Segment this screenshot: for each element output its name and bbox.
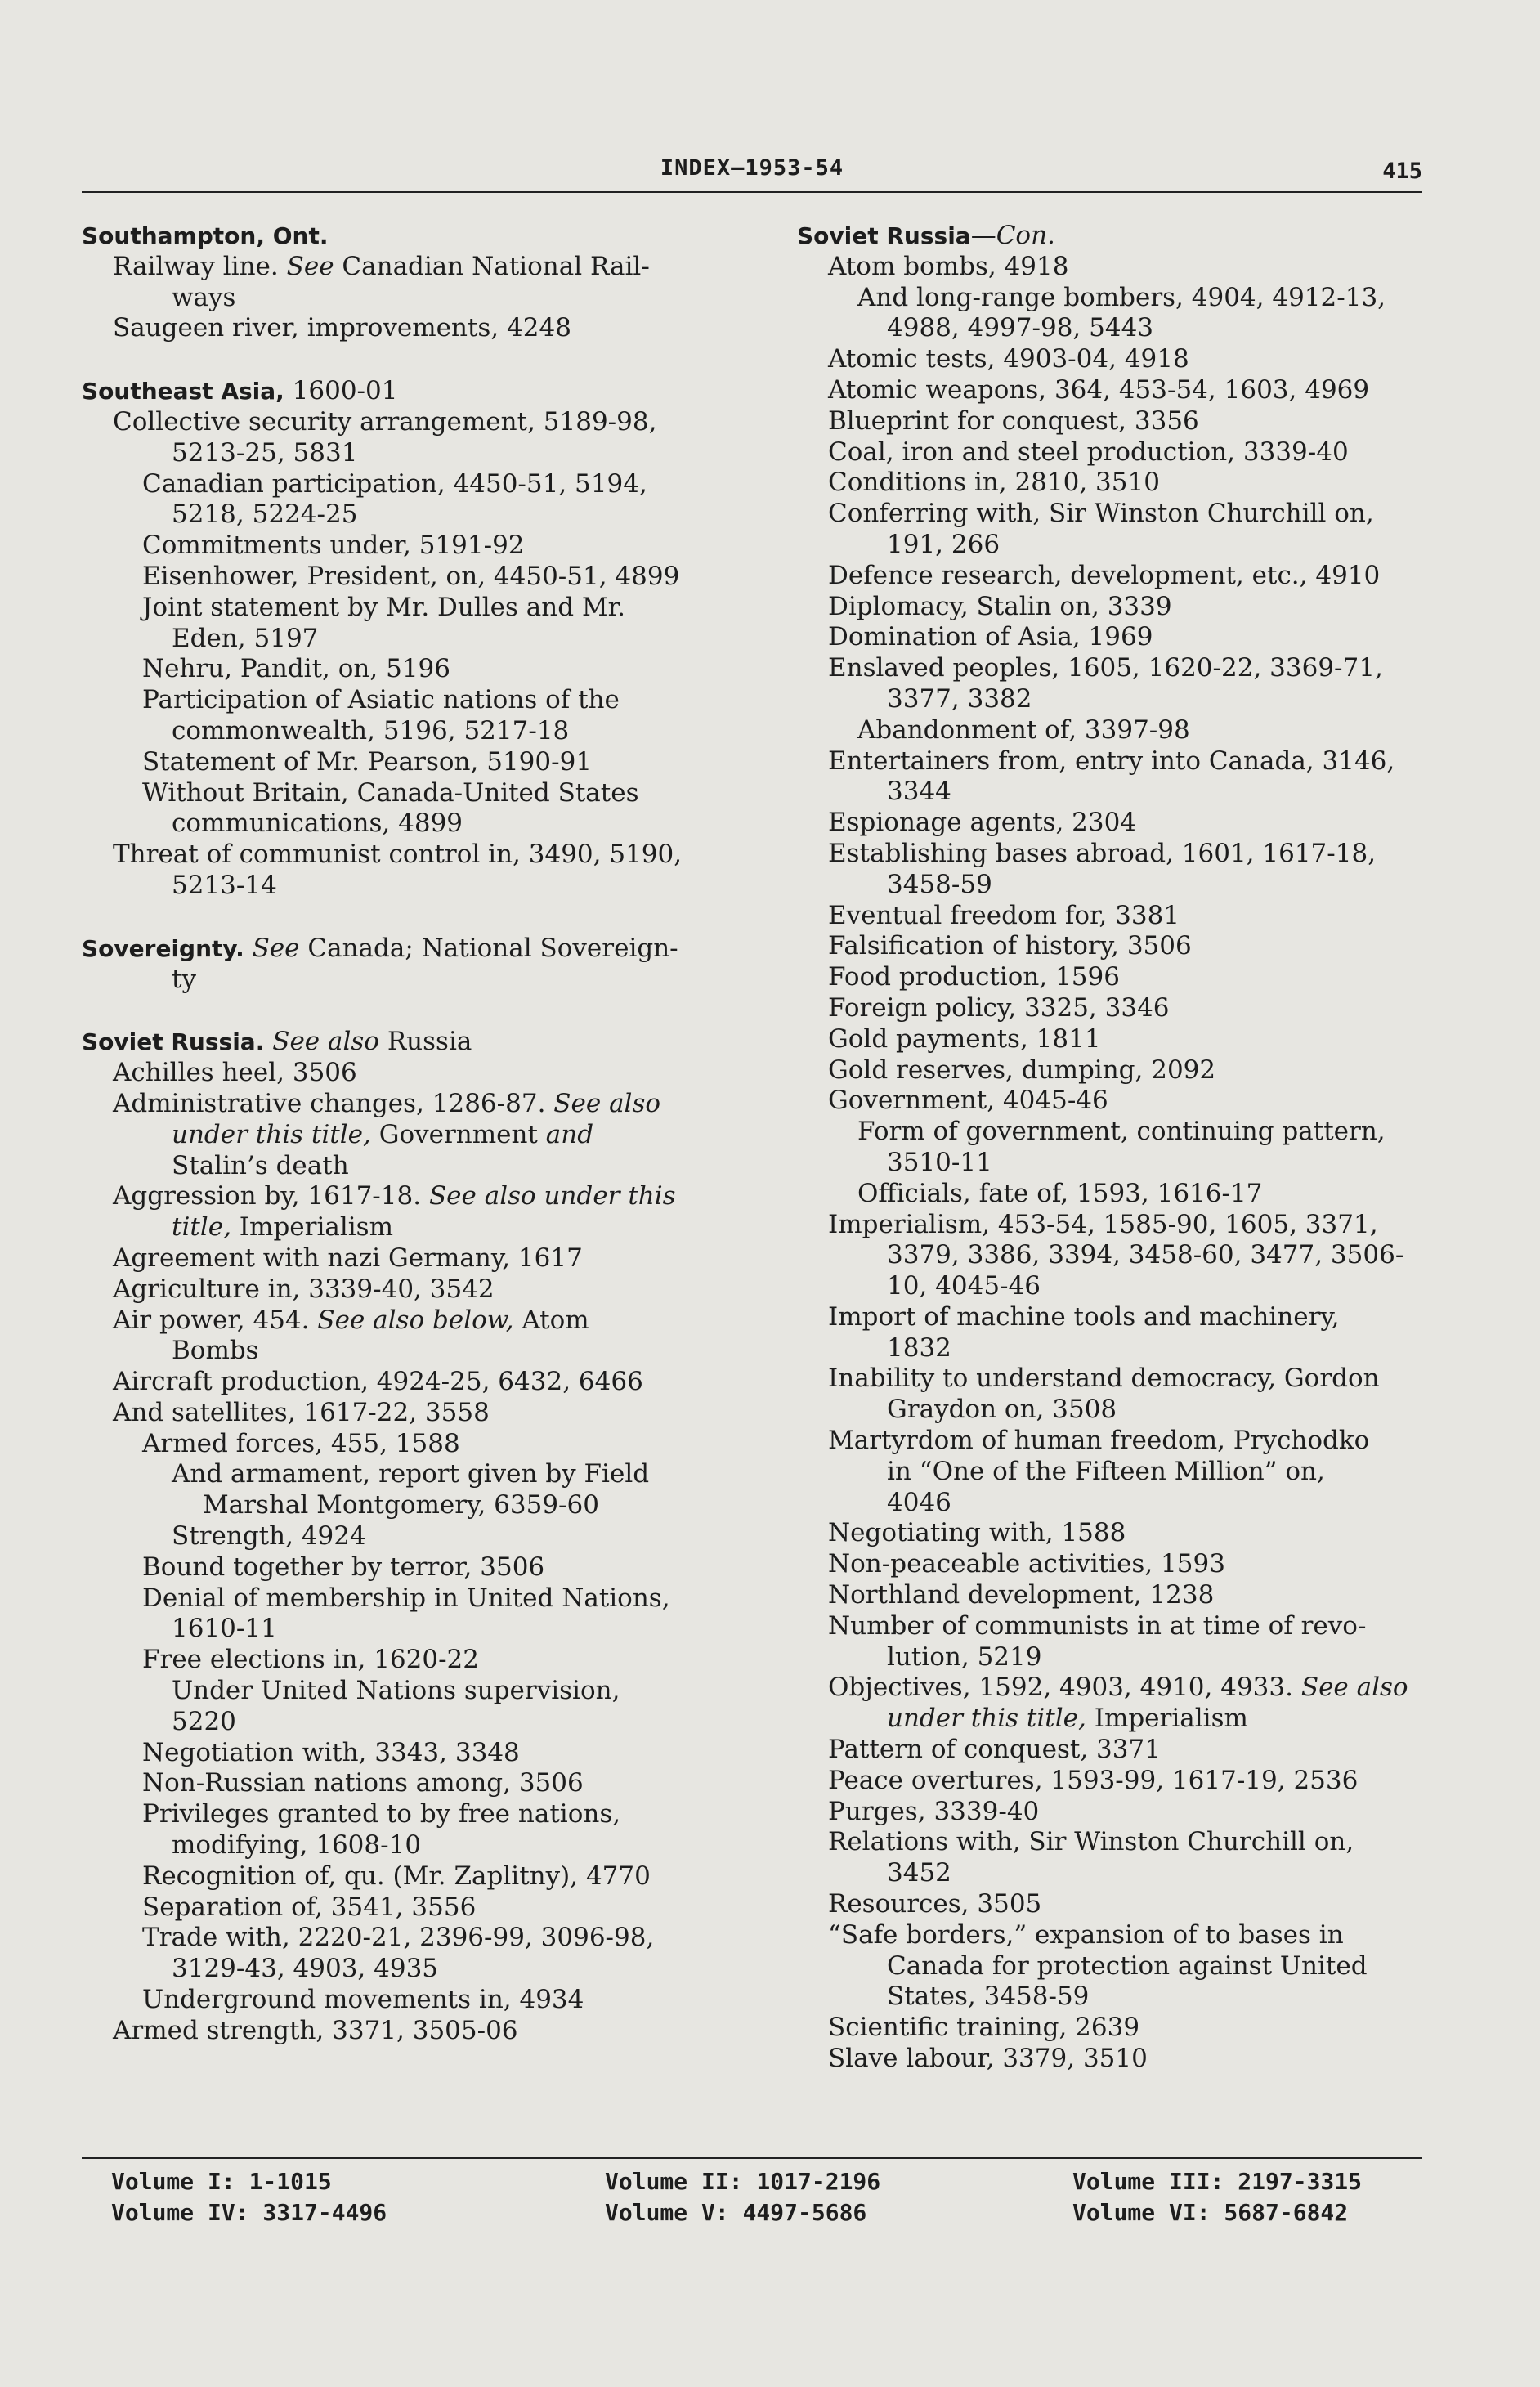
index-entry: Scientific training, 2639 [828, 2013, 1140, 2043]
index-entry: “Safe borders,” expansion of to bases in [828, 1919, 1344, 1950]
heading-rest: See also Russia [272, 1027, 472, 1057]
footer-column-2 [605, 2166, 880, 2228]
index-entry: Free elections in, 1620-22 [142, 1645, 480, 1675]
index-entry: Atomic weapons, 364, 453-54, 1603, 4969 [828, 374, 1370, 405]
index-entry: Administrative changes, 1286-87. See also [113, 1088, 661, 1118]
index-entry: 3458-59 [887, 869, 992, 899]
index-entry: Martyrdom of human freedom, Prychodko [828, 1426, 1370, 1456]
index-entry: title, Imperialism [172, 1212, 393, 1243]
index-entry: Nehru, Pandit, on, 5196 [142, 654, 450, 684]
index-entry: 5218, 5224-25 [172, 499, 358, 530]
index-entry: Enslaved peoples, 1605, 1620-22, 3369-71, [828, 653, 1383, 683]
index-entry: Participation of Asiatic nations of the [142, 685, 620, 715]
index-entry: 5213-14 [172, 870, 277, 900]
index-heading [82, 934, 760, 965]
index-entry: Bombs [172, 1336, 259, 1366]
heading-term: Soviet Russia [797, 222, 971, 249]
index-entry: And armament, report given by Field [172, 1459, 650, 1489]
index-entry: Blueprint for conquest, 3356 [828, 405, 1199, 436]
footer-column-3 [1072, 2166, 1362, 2228]
index-entry: Establishing bases abroad, 1601, 1617-18, [828, 838, 1377, 868]
index-entry: Armed strength, 3371, 3505-06 [113, 2015, 518, 2045]
index-entry: Conditions in, 2810, 3510 [828, 468, 1160, 498]
index-entry: Officials, fate of, 1593, 1616-17 [857, 1178, 1263, 1208]
index-entry: ways [172, 282, 236, 312]
index-entry: 10, 4045-46 [887, 1271, 1041, 1301]
entry-spacer [82, 344, 760, 376]
index-entry: lution, 5219 [887, 1641, 1042, 1672]
index-entry: Commitments under, 5191-92 [142, 531, 525, 561]
index-entry: Form of government, continuing pattern, [857, 1117, 1386, 1147]
index-entry: Resources, 3505 [828, 1889, 1042, 1919]
index-entry: Atom bombs, 4918 [828, 251, 1069, 281]
index-entry: Statement of Mr. Pearson, 5190-91 [142, 746, 593, 777]
index-entry: Underground movements in, 4934 [142, 1985, 584, 2015]
heading-term: Soviet Russia. [82, 1028, 265, 1056]
index-heading [797, 221, 1475, 252]
index-entry: 3344 [887, 777, 951, 807]
index-entry: Atomic tests, 4903-04, 4918 [828, 344, 1189, 374]
index-entry: 3377, 3382 [887, 683, 1032, 714]
heading-rest: 1600-01 [284, 376, 398, 406]
index-entry: Aircraft production, 4924-25, 6432, 6466 [113, 1367, 643, 1397]
index-entry: Conferring with, Sir Winston Churchill on, [828, 499, 1374, 529]
index-entry: Bound together by terror, 3506 [142, 1552, 545, 1582]
index-entry: Purges, 3339-40 [828, 1796, 1040, 1826]
index-entry: Peace overtures, 1593-99, 1617-19, 2536 [828, 1765, 1359, 1795]
index-entry: Trade with, 2220-21, 2396-99, 3096-98, [142, 1923, 655, 1953]
index-entry: under this title, Imperialism [887, 1704, 1248, 1734]
index-entry: Espionage agents, 2304 [828, 808, 1137, 838]
index-entry: Food production, 1596 [828, 962, 1120, 992]
volume-range: Volume V: 4497-5686 [605, 2199, 867, 2226]
index-entry: Collective security arrangement, 5189-98, [113, 406, 657, 437]
index-entry: Number of communists in at time of revo- [828, 1610, 1367, 1641]
footer-rule [82, 2157, 1422, 2159]
index-entry: Eden, 5197 [172, 623, 319, 653]
index-entry: Marshal Montgomery, 6359-60 [203, 1490, 599, 1520]
index-entry: Falsification of history, 3506 [828, 931, 1192, 961]
index-entry: Privileges granted to by free nations, [142, 1799, 621, 1829]
index-entry: Denial of membership in United Nations, [142, 1583, 670, 1613]
volume-range: Volume IV: 3317-4496 [111, 2199, 387, 2226]
heading-rest: See Canada; National Sovereign- [252, 933, 678, 963]
index-entry: 191, 266 [887, 529, 1001, 559]
index-entry: Eventual freedom for, 3381 [828, 900, 1180, 930]
index-entry: Stalin’s death [172, 1150, 349, 1180]
index-entry: in “One of the Fifteen Million” on, [887, 1456, 1325, 1486]
index-entry: modifying, 1608-10 [172, 1830, 422, 1861]
index-entry: Abandonment of, 3397-98 [857, 714, 1190, 745]
index-entry: Negotiating with, 1588 [828, 1518, 1126, 1548]
index-entry: Government, 4045-46 [828, 1086, 1108, 1116]
index-entry: Without Britain, Canada-United States [142, 777, 639, 808]
index-entry: Armed forces, 455, 1588 [142, 1428, 460, 1458]
index-entry: communications, 4899 [172, 808, 463, 839]
index-entry: Entertainers from, entry into Canada, 3146, [828, 746, 1395, 776]
heading-term: Sovereignty. [82, 934, 244, 962]
index-entry: Strength, 4924 [172, 1521, 366, 1552]
index-entry: 5220 [172, 1706, 236, 1736]
index-entry: Non-Russian nations among, 3506 [142, 1768, 584, 1798]
index-entry: Defence research, development, etc., 4910 [828, 560, 1381, 590]
index-entry: 4046 [887, 1487, 951, 1517]
index-entry: Graydon on, 3508 [887, 1395, 1117, 1425]
index-entry: Slave labour, 3379, 3510 [828, 2044, 1148, 2074]
index-entry: Railway line. See Canadian National Rail- [113, 251, 650, 281]
index-entry: Diplomacy, Stalin on, 3339 [828, 591, 1172, 621]
index-column-right [797, 221, 1475, 2075]
index-entry: 4988, 4997-98, 5443 [887, 313, 1154, 343]
index-entry: Pattern of conquest, 3371 [828, 1735, 1161, 1765]
footer-column-1 [111, 2166, 387, 2228]
index-entry: Relations with, Sir Winston Churchill on, [828, 1827, 1354, 1857]
index-entry: under this title, Government and [172, 1119, 594, 1149]
index-entry: 3379, 3386, 3394, 3458-60, 3477, 3506- [887, 1240, 1404, 1270]
index-entry: Joint statement by Mr. Dulles and Mr. [142, 592, 625, 622]
index-entry: 3452 [887, 1858, 951, 1888]
index-entry: Canada for protection against United [887, 1950, 1368, 1981]
index-entry: Domination of Asia, 1969 [828, 622, 1153, 652]
index-heading [82, 1027, 760, 1058]
heading-rest: —Con. [970, 221, 1055, 250]
index-entry: commonwealth, 5196, 5217-18 [172, 715, 570, 746]
index-entry: Achilles heel, 3506 [113, 1058, 357, 1088]
index-entry: Gold reserves, dumping, 2092 [828, 1055, 1216, 1085]
index-entry: Coal, iron and steel production, 3339-40 [828, 437, 1349, 467]
page-number: 415 [1382, 159, 1422, 184]
index-entry: Saugeen river, improvements, 4248 [113, 313, 571, 343]
index-entry: Objectives, 1592, 4903, 4910, 4933. See also [828, 1673, 1408, 1703]
volume-range: Volume VI: 5687-6842 [1072, 2199, 1349, 2226]
volume-footer [82, 2166, 1422, 2232]
index-entry: Imperialism, 453-54, 1585-90, 1605, 3371, [828, 1209, 1378, 1239]
index-entry: Negotiation with, 3343, 3348 [142, 1737, 520, 1767]
heading-term: Southampton, Ont. [82, 222, 329, 249]
index-entry: Inability to understand democracy, Gordon [828, 1364, 1380, 1394]
index-entry: Air power, 454. See also below, Atom [113, 1305, 589, 1335]
index-entry: Recognition of, qu. (Mr. Zaplitny), 4770 [142, 1861, 651, 1891]
index-heading [82, 221, 760, 252]
index-entry: Agreement with nazi Germany, 1617 [113, 1243, 583, 1273]
index-entry: 1832 [887, 1332, 951, 1363]
index-entry: Import of machine tools and machinery, [828, 1301, 1340, 1332]
index-entry: And satellites, 1617-22, 3558 [113, 1397, 490, 1427]
index-entry: Gold payments, 1811 [828, 1023, 1101, 1054]
index-entry: Eisenhower, President, on, 4450-51, 4899 [142, 561, 680, 591]
index-entry: Agriculture in, 3339-40, 3542 [113, 1274, 495, 1304]
index-entry: 3129-43, 4903, 4935 [172, 1954, 439, 1984]
index-entry: Northland development, 1238 [828, 1580, 1215, 1610]
index-entry: States, 3458-59 [887, 1982, 1090, 2012]
page-title: INDEX—1953-54 [660, 155, 844, 181]
index-entry: Threat of communist control in, 3490, 5190, [113, 840, 683, 870]
index-entry: 5213-25, 5831 [172, 437, 358, 468]
index-entry: And long-range bombers, 4904, 4912-13, [857, 282, 1386, 312]
volume-range: Volume II: 1017-2196 [605, 2168, 881, 2195]
index-entry: Non-peaceable activities, 1593 [828, 1549, 1225, 1579]
index-entry: Aggression by, 1617-18. See also under this [113, 1181, 676, 1211]
index-entry: Canadian participation, 4450-51, 5194, [142, 468, 647, 499]
running-header [82, 155, 1422, 193]
index-entry: 1610-11 [172, 1614, 277, 1644]
volume-range: Volume I: 1-1015 [111, 2168, 332, 2195]
index-heading [82, 376, 760, 407]
index-column-left [82, 221, 760, 2047]
index-entry: 3510-11 [887, 1147, 992, 1177]
heading-term: Southeast Asia, [82, 378, 284, 405]
index-entry: Foreign policy, 3325, 3346 [828, 992, 1170, 1023]
index-entry: Under United Nations supervision, [172, 1676, 620, 1706]
entry-spacer [82, 902, 760, 934]
entry-spacer [82, 995, 760, 1027]
index-entry: Separation of, 3541, 3556 [142, 1892, 477, 1922]
index-entry: ty [172, 964, 196, 994]
volume-range: Volume III: 2197-3315 [1072, 2168, 1363, 2195]
